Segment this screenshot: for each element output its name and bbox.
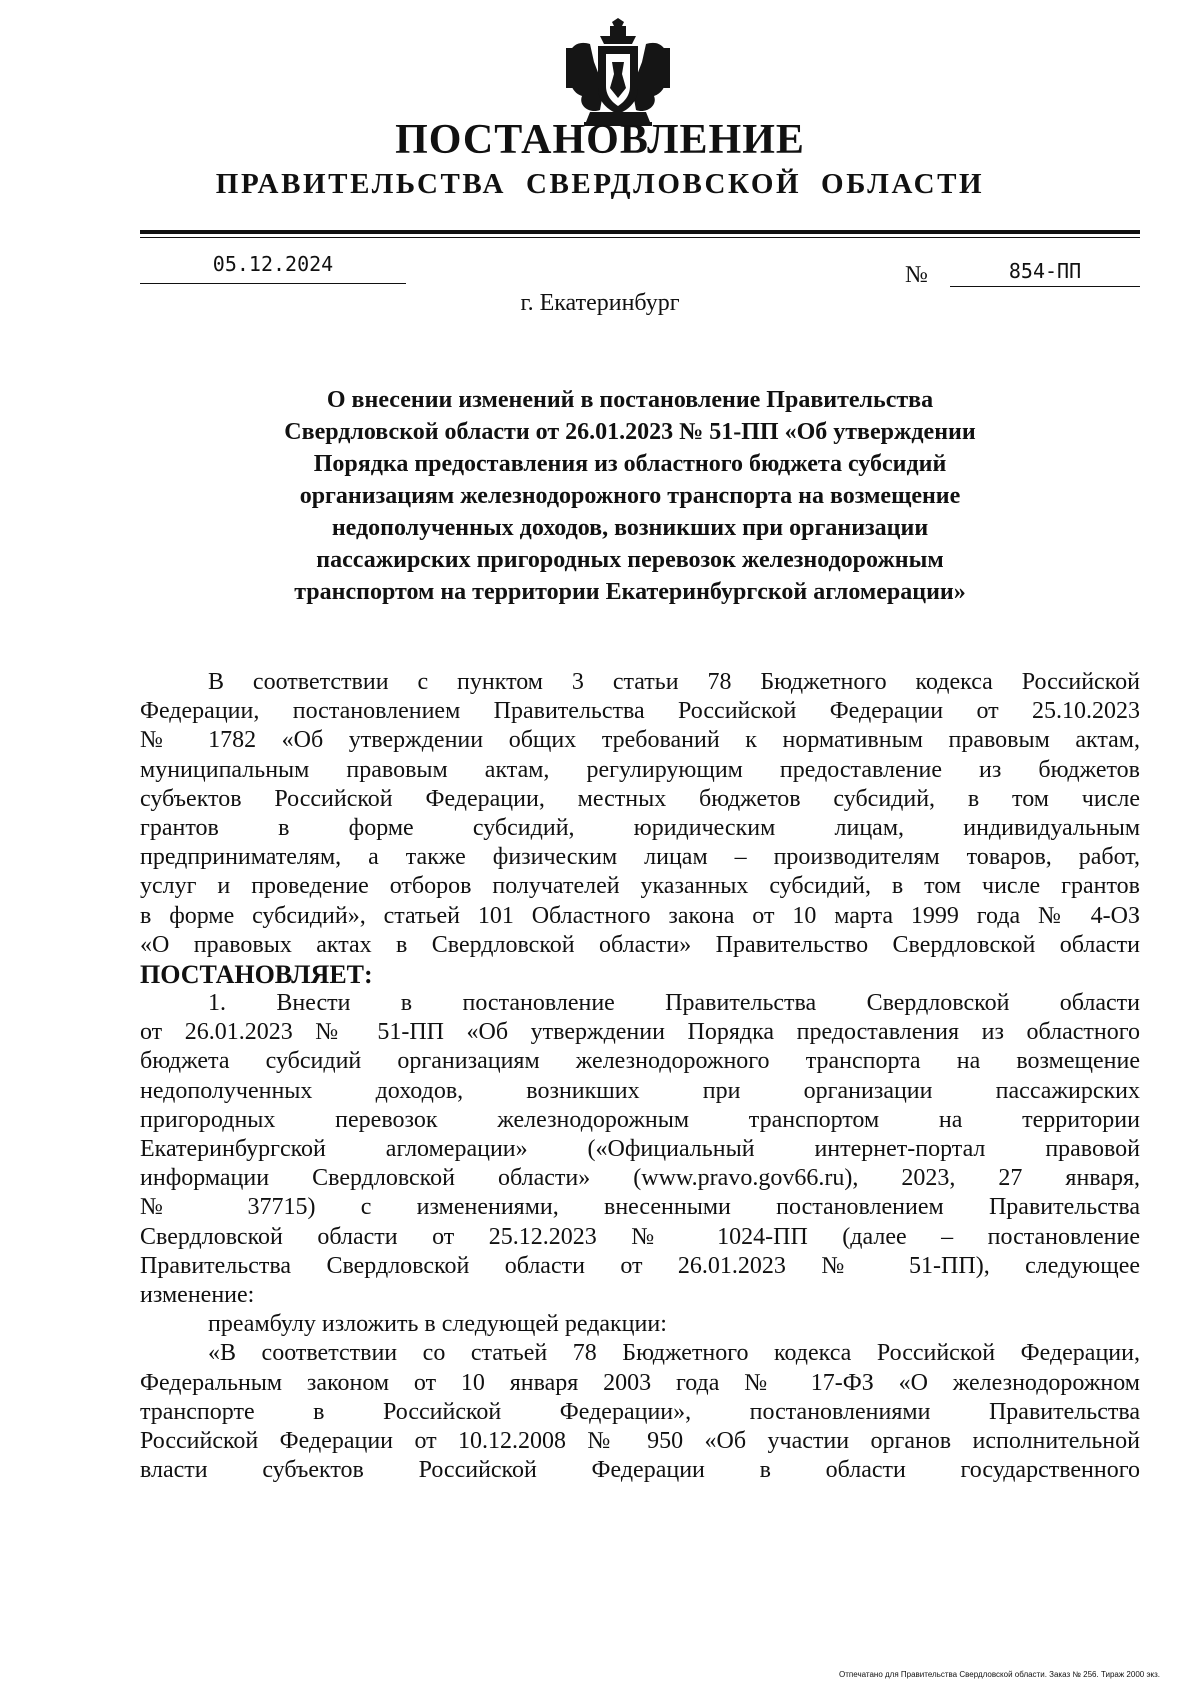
body-line: грантов в форме субсидий, юридическим лицам, индивидуальным xyxy=(140,814,1140,841)
coat-of-arms-icon xyxy=(560,18,676,128)
heading-line: недополученных доходов, возникших при организации xyxy=(331,515,929,541)
document-number: 854-ПП xyxy=(1008,259,1082,283)
body-line: бюджета субсидий организациям железнодорожного транспорта на возмещение xyxy=(140,1048,1140,1075)
heading-line: организациям железнодорожного транспорта на возмещение xyxy=(299,483,961,509)
body-line: от 26.01.2023 № 51-ПП «Об утверждении Порядка предоставления из областного xyxy=(140,1019,1140,1046)
body-line: Федеральным законом от 10 января 2003 года № 17-ФЗ «О железнодорожном xyxy=(140,1369,1140,1396)
heading-line: транспортом на территории Екатеринбургской агломерации» xyxy=(294,579,966,605)
document-body xyxy=(140,668,1140,1485)
body-line: № 1782 «Об утверждении общих требований к нормативным правовым актам, xyxy=(140,727,1140,754)
body-line: Екатеринбургской агломерации» («Официальный интернет-портал правовой xyxy=(140,1136,1140,1162)
resolves-keyword: ПОСТАНОВЛЯЕТ: xyxy=(140,959,373,989)
body-line: предпринимателям, а также физическим лицам – производителям товаров, работ, xyxy=(140,844,1140,871)
body-line: 1. Внести в постановление Правительства Свердловской области xyxy=(208,990,1140,1017)
body-line: Свердловской области от 25.12.2023 № 1024-ПП (далее – постановление xyxy=(140,1223,1140,1250)
body-line: «О правовых актах в Свердловской области» Правительство Свердловской области xyxy=(140,931,1140,958)
body-line: недополученных доходов, возникших при организации пассажирских xyxy=(140,1077,1140,1104)
document-subtitle: ПРАВИТЕЛЬСТВА СВЕРДЛОВСКОЙ ОБЛАСТИ xyxy=(215,168,985,200)
body-line: Российской Федерации от 10.12.2008 № 950 «Об участии органов исполнительной xyxy=(140,1427,1140,1454)
date-underline xyxy=(140,283,406,284)
body-line: информации Свердловской области» (www.pravo.gov66.ru), 2023, 27 января, xyxy=(140,1165,1140,1192)
body-line: услуг и проведение отборов получателей указанных субсидий, в том числе грантов xyxy=(140,873,1140,900)
header-divider-thin xyxy=(140,237,1140,238)
heading-line: пассажирских пригородных перевозок железнодорожным xyxy=(316,547,944,573)
document-heading xyxy=(210,384,1050,608)
document-city: г. Екатеринбург xyxy=(520,290,680,316)
print-footer: Отпечатано для Правительства Свердловской области. Заказ № 256. Тираж 2000 экз. xyxy=(839,1670,1160,1679)
heading-line: Порядка предоставления из областного бюджета субсидий xyxy=(313,451,947,477)
document-title: ПОСТАНОВЛЕНИЕ xyxy=(395,117,805,163)
number-sign: № xyxy=(905,262,928,288)
body-line: «В соответствии со статьей 78 Бюджетного кодекса Российской Федерации, xyxy=(208,1340,1140,1367)
header-divider-thick xyxy=(140,230,1140,234)
body-line: в форме субсидий», статьей 101 Областного закона от 10 марта 1999 года № 4-ОЗ xyxy=(140,902,1140,929)
body-line: транспорте в Российской Федерации», постановлениями Правительства xyxy=(140,1398,1140,1425)
body-line: Федерации, постановлением Правительства Российской Федерации от 25.10.2023 xyxy=(140,698,1140,725)
body-line: В соответствии с пунктом 3 статьи 78 Бюджетного кодекса Российской xyxy=(208,669,1140,695)
heading-line: О внесении изменений в постановление Правительства xyxy=(326,387,934,413)
heading-line: Свердловской области от 26.01.2023 № 51-ПП «Об утверждении xyxy=(284,419,976,445)
body-line: № 37715) с изменениями, внесенными постановлением Правительства xyxy=(140,1194,1140,1221)
body-line: изменение: xyxy=(140,1281,255,1308)
body-line: преамбулу изложить в следующей редакции: xyxy=(208,1311,667,1338)
body-line: власти субъектов Российской Федерации в области государственного xyxy=(140,1457,1140,1484)
body-line: субъектов Российской Федерации, местных бюджетов субсидий, в том числе xyxy=(140,785,1140,812)
body-line: Правительства Свердловской области от 26.01.2023 № 51-ПП), следующее xyxy=(140,1252,1140,1279)
body-line: пригородных перевозок железнодорожным транспортом на территории xyxy=(140,1106,1140,1133)
document-date: 05.12.2024 xyxy=(212,252,334,276)
body-line: муниципальным правовым актам, регулирующим предоставление из бюджетов xyxy=(140,756,1140,783)
number-underline xyxy=(950,286,1140,287)
